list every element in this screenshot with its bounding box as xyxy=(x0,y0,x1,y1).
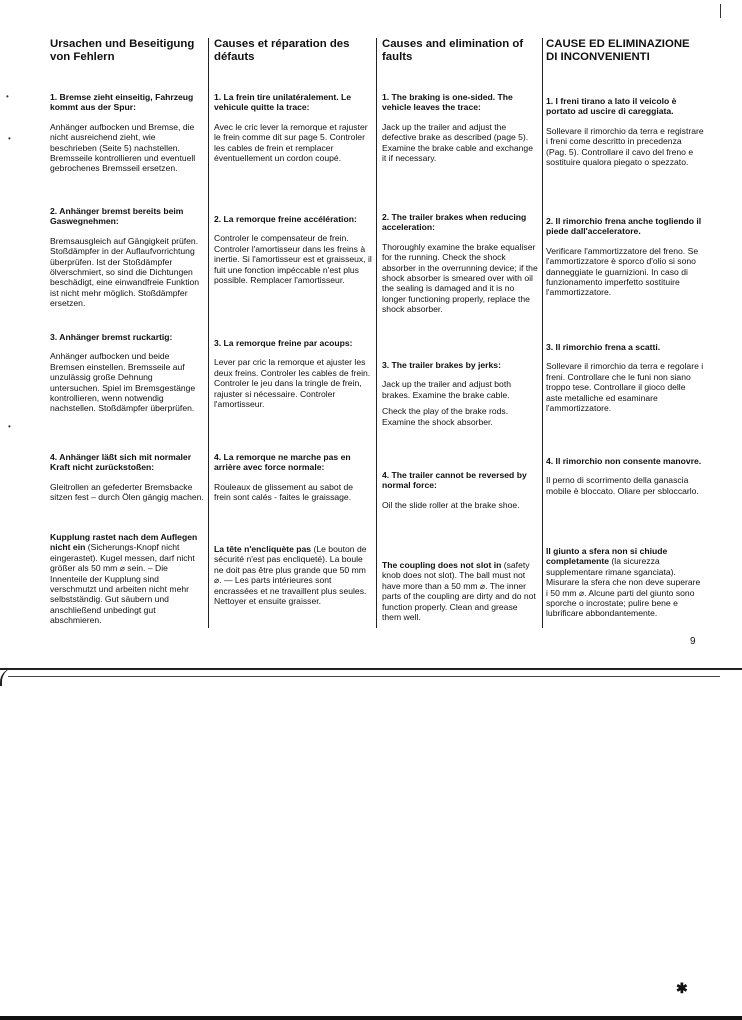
fault-remedy: Check the play of the brake rods. Examine the shock absorber. xyxy=(382,406,509,427)
fault-remedy: Jack up the trailer and adjust both brakes. Examine the brake cable. xyxy=(382,379,511,400)
fault-remedy: Gleitrollen an gefederter Bremsbacke sitzen fest – durch Ölen gängig machen. xyxy=(50,481,204,503)
column-french xyxy=(214,38,372,638)
fault-remedy: Jack up the trailer and adjust the defective brake as described (page 5). Examine the brake cable and exchange it if necessary. xyxy=(382,121,533,164)
column-header: Causes et réparation des défauts xyxy=(214,38,350,63)
page-bottom-rule-inner xyxy=(8,676,720,677)
fault-remedy: Sollevare il rimorchio da terra e registrare i freni come descritto in precedenza (Pag. 5). Controllare il cavo del freno e sostituire qualora piegato o spezzato. xyxy=(546,125,704,168)
fault-remedy: Sollevare il rimorchio da terra e regolare i freni. Controllare che le funi non siano troppo tese. Controllare il gioco delle aste metalliche ed esaminare l'ammortizzatore. xyxy=(546,361,704,414)
scan-ink-mark: ✱ xyxy=(676,980,688,996)
fault-item xyxy=(382,212,538,315)
scan-dot-mark: • xyxy=(6,92,9,101)
fault-title: 3. Anhänger bremst ruckartig: xyxy=(50,332,173,342)
fault-title: 4. The trailer cannot be reversed by normal force: xyxy=(382,470,527,491)
fault-remedy: Avec le cric lever la remorque et rajuster le frein comme dit sur page 5. Controler les cables de frein et remplacer éventuellement un cordon coupé. xyxy=(214,121,368,164)
column-header: Causes and elimination of faults xyxy=(382,38,524,63)
fault-item xyxy=(50,206,204,309)
fault-remedy: Rouleaux de glissement au sabot de frein sont calés - faites le graissage. xyxy=(214,481,354,503)
fault-item xyxy=(382,470,538,510)
column-german xyxy=(50,38,204,638)
fault-remedy: Verificare l'ammortizzatore del freno. Se l'ammortizzatore è sporco d'olio si sono danneggiate le guarnizioni. In caso di funzionamento imperfetto sostituire l'ammortizzatore. xyxy=(546,245,699,298)
fault-item xyxy=(546,216,704,298)
column-english xyxy=(382,38,538,638)
column-divider xyxy=(208,38,209,628)
fault-item xyxy=(382,92,538,163)
column-header: Ursachen und Beseitigung von Fehlern xyxy=(50,38,195,63)
column-italian xyxy=(546,38,704,638)
fault-title: 4. Anhänger läßt sich mit normaler Kraft nicht zurückstoßen: xyxy=(50,452,192,473)
column-header: CAUSE ED ELIMINAZIONE DI INCONVENIENTI xyxy=(546,38,690,63)
fault-title: 3. The trailer brakes by jerks: xyxy=(382,360,501,370)
fault-item xyxy=(50,532,204,626)
fault-title: 1. I freni tirano a lato il veicolo è portato ad uscire di careggiata. xyxy=(546,96,677,117)
fault-title: 4. Il rimorchio non consente manovre. xyxy=(546,456,702,466)
fault-remedy: Il perno di scorrimento della ganascia mobile è bloccato. Oliare per sbloccarlo. xyxy=(546,475,699,496)
fault-remedy: Controler le compensateur de frein. Controler l'amortisseur dans les freins à inertie. Si l'amortisseur est et graisseux, il fuit une fonction impéccable n'est plus possible. Remplacer l'amortisseur. xyxy=(214,233,372,286)
fault-item xyxy=(214,92,372,163)
fault-remedy: (safety knob does not slot). The ball must not have more than a 50 mm ⌀. The inner parts of the coupling are dirty and do not function properly. Clean and grease them well. xyxy=(382,560,536,623)
fault-remedy: Bremsausgleich auf Gängigkeit prüfen. Stoßdämpfer in der Auflaufvorrichtung überprüfen. Ist der Stoßdämpfer ölverschmiert, so sind die Dichtungen beschädigt, eine einwandfreie Funktion ist nicht mehr möglich. Stoßdämpfer ersetzen. xyxy=(50,235,200,309)
fault-remedy: Oil the slide roller at the brake shoe. xyxy=(382,499,520,510)
fault-title: Il giunto a sfera non si chiude completamente xyxy=(546,546,668,567)
fault-title: The coupling does not slot in xyxy=(382,560,502,570)
fault-item xyxy=(214,452,372,503)
fault-title: 3. La remorque freine par acoups: xyxy=(214,338,353,348)
fault-item xyxy=(214,338,372,409)
fault-remedy: (Sicherungs-Knopf nicht eingerastet). Kugel messen, darf nicht größer als 50 mm ⌀ sein. – Die Innenteile der Kupplung sind verschmutzt und arbeiten nicht mehr selbstständig. Gut säubern und anschließend unbedingt gut abschmieren. xyxy=(50,542,195,626)
fault-title: 2. The trailer brakes when reducing acceleration: xyxy=(382,212,527,233)
fault-item xyxy=(546,456,704,496)
fault-title: 1. Bremse zieht einseitig, Fahrzeug kommt aus der Spur: xyxy=(50,92,194,113)
scan-dot-mark: • xyxy=(8,134,11,143)
page-bottom-rule xyxy=(0,668,742,670)
fault-item xyxy=(382,560,538,622)
fault-item xyxy=(214,214,372,285)
fault-title: 3. Il rimorchio frena a scatti. xyxy=(546,342,661,352)
fault-remedy: Anhänger aufbocken und beide Bremsen einstellen. Bremsseile auf unzulässig große Dehnung untersuchen. Spiel im Bremsgestänge kontrollieren, wenn notwendig nachstellen. Stoßdämpfer überprüfen. xyxy=(50,351,196,414)
fault-title: 2. Anhänger bremst bereits beim Gaswegnehmen: xyxy=(50,206,184,227)
fault-title: 2. Il rimorchio frena anche togliendo il piede dall'acceleratore. xyxy=(546,216,702,237)
column-divider xyxy=(376,38,377,628)
column-divider xyxy=(542,38,543,628)
fault-title: La tête n'encliquète pas xyxy=(214,544,312,554)
page-number: 9 xyxy=(690,636,696,647)
fault-remedy: Thoroughly examine the brake equaliser for the running. Check the shock absorber in the overrunning device; if the shock absorber is smeared over with oil the sealing is damaged and it is no longer functioning properly, replace the shock absorber. xyxy=(382,241,538,315)
fault-item xyxy=(50,452,204,503)
fault-item xyxy=(50,332,204,414)
fault-title: 2. La remorque freine accélération: xyxy=(214,214,357,224)
fault-item xyxy=(382,360,538,427)
fault-remedy: (Le bouton de sécurité n'est pas encliqueté). La boule ne doit pas être plus grande que 50 mm ⌀. — Les parts intérieures sont encrassées et ne travaillent plus seules. Nettoyer et ensuite graisser. xyxy=(214,544,367,607)
page-bottom-edge xyxy=(0,1016,742,1020)
fault-remedy: Anhänger aufbocken und Bremse, die nicht ausreichend zieht, wie beschrieben (Seite 5) nachstellen. Bremsseile kontrollieren und eventuell gebrochenes Bremsseil ersetzen. xyxy=(50,121,196,174)
fault-title: Kupplung rastet nach dem Auflegen nicht ein xyxy=(50,532,198,553)
fault-title: 1. La frein tire unilatéralement. Le vehicule quitte la trace: xyxy=(214,92,352,113)
fault-remedy: Lever par cric la remorque et ajuster les deux freins. Controler les cables de frein. Controler le jeu dans la tringle de frein, rajuster si nécessaire. Controler l'amortisseur. xyxy=(214,357,371,410)
fault-item xyxy=(50,92,204,174)
scan-dot-mark: • xyxy=(8,422,11,431)
fault-item xyxy=(546,342,704,413)
fault-item xyxy=(546,96,704,167)
fault-remedy: (la sicurezza supplementare rimane sganciata). Misurare la sfera che non deve superare i 50 mm ⌀. Alcune parti del giunto sono sporche o incrostate; pulire bene e lubrificare abbondantemente. xyxy=(546,556,701,619)
fault-title: 1. The braking is one-sided. The vehicle leaves the trace: xyxy=(382,92,513,113)
fault-item xyxy=(214,544,372,606)
fault-title: 4. La remorque ne marche pas en arrière avec force normale: xyxy=(214,452,351,473)
fault-item xyxy=(546,546,704,619)
page-corner-curve xyxy=(0,668,26,686)
page-edge-mark xyxy=(720,4,721,18)
